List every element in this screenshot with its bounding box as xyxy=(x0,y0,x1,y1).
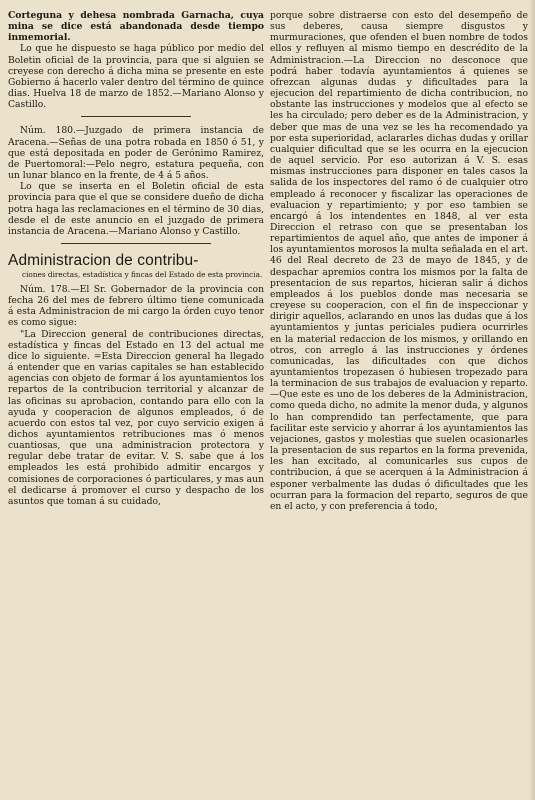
court-notice-aracena: Núm. 180.—Juzgado de primera instancia de Aracena.—Señas de una potra robada en 1850 ó 51, y que está depositada en poder de Gerónimo Ramirez, de Puertomoral:—Pelo negro, estatura pequeña, con un lunar blanco en la frente, de 4 á 5 años. xyxy=(8,125,264,182)
administration-subheading: ciones directas, estadística y fincas del Estado de esta provincia. xyxy=(22,269,263,279)
section-divider xyxy=(61,243,211,244)
mine-notice-ending: Corteguna y dehesa nombrada Garnacha, cuya mina se dice está abandonada desde tiempo inmemorial. xyxy=(8,10,264,44)
left-column xyxy=(8,10,264,507)
court-notice-publication: Lo que se inserta en el Boletin oficial de esta provincia para que el que se considere dueño de dicha potra haga las reclamaciones en el término de 30 dias, desde el de este anuncio en el juzgado de primera instancia de Aracena.—Mariano Alonso y Castillo. xyxy=(8,181,264,237)
administration-heading: Administracion de contribu- xyxy=(8,251,199,269)
direction-general-order: "La Direccion general de contribuciones directas, estadística y fincas del Estado en 13 del actual me dice lo siguiente. =Esta Direccion general ha llegado á entender que en varias capitales se han establecido agencias con objeto de formar á los ayuntamientos los repartos de la contribucion territorial y alcanzar de las oficinas su aprobacion, contando para ello con la ayuda y cooperacion de algunos empleados, ó de acuerdo con estos tal vez, por cuyo servicio exigen á dichos ayuntamientos retribuciones mas ó menos cuantiosas, que una administracion protectora y regular debe tratar de evitar. V. S. sabe que á los empleados les está prohibido admitir encargos y comisiones de corporaciones ó particulares, y mas aun el dedicarse á promover el curso y despacho de los asuntos que toman á su cuidado, xyxy=(8,328,264,507)
section-divider xyxy=(81,116,191,117)
direction-general-order-continued: porque sobre distraerse con esto del desempeño de sus deberes, causa siempre disgustos y murmuraciones, que ofenden el buen nombre de todos ellos y refluyen al mismo tiempo en descrédito de la Administracion.—La Direccion no desconoce que podrá haber todavía ayuntamientos á quienes se ofrezcan algunas dudas y dificultades para la ejecucion del repartimiento de dicha contribucion, no obstante las instrucciones y modelos que al efecto se les ha circulado; pero deber es de la Administracion, y deber que mas de una vez se les ha recomendado ya por esta superioridad, aclararles dichas dudas y orillar cualquier dificultad que se les ocurra en la ejecucion de aquel servicio. Por eso autorizan á V. S. esas mismas instrucciones para disponer en tales casos la salida de los inspectores del ramo ó de cualquier otro empleado á reconocer y fiscalizar las operaciones de evaluacion y repartimiento; y por eso tambien se encargó á los intendentes en 1848, al ver esta Direccion el retraso con que se presentaban los repartimientos de aquel año, que antes de imponer á los ayuntamientos morosos la multa señalada en el art. 46 del Real decreto de 23 de mayo de 1845, y de despachar apremios contra los mismos por la falta de presentacion de sus repartos, hicieran salir á dichos empleados á los pueblos donde mas necesaria se creyese su cooperacion, con el fin de inspeccionar y dirigir aquellos, aclarando en unos las dudas que á los ayuntamientos y juntas periciales pudiera ocurrirles en la material redaccion de los mismos, y orillando en otros, con arreglo á las instrucciones y órdenes comunicadas, las dificultades con que dichos ayuntamientos tropezasen ó hubiesen tropezado para la terminacion de sus trabajos de evaluacion y reparto.—Que este es uno de los deberes de la Administracion, como queda dicho, no admite la menor duda, y algunos lo han comprendido tan perfectamente, que para facilitar este servicio y ahorrar á los ayuntamientos las vejaciones, gastos y molestias que suelen ocasionarles la presentacion de sus repartos en la forma prevenida, les han excitado, al comunicarles sus cupos de contribucion, á que se acerquen á la Administracion á esponer verbalmente las dudas ó dificultades que les ocurran para la formacion del reparto, seguros de que en el acto, y con preferencia á todo, xyxy=(270,10,528,512)
page-edge-shadow xyxy=(529,0,535,800)
governor-order-intro: Núm. 178.—El Sr. Gobernador de la provincia con fecha 26 del mes de febrero último tiene comunicada á esta Administracion de mi cargo la órden cuyo tenor es como sigue: xyxy=(8,283,264,329)
mine-notice-publication: Lo que he dispuesto se haga público por medio del Boletin oficial de la provincia, para que si alguien se creyese con derecho á dicha mina se presente en este Gobierno á hacerlo valer dentro del término de quince dias. Huelva 18 de marzo de 1852.—Mariano Alonso y Castillo. xyxy=(8,43,264,111)
right-column xyxy=(270,10,528,512)
